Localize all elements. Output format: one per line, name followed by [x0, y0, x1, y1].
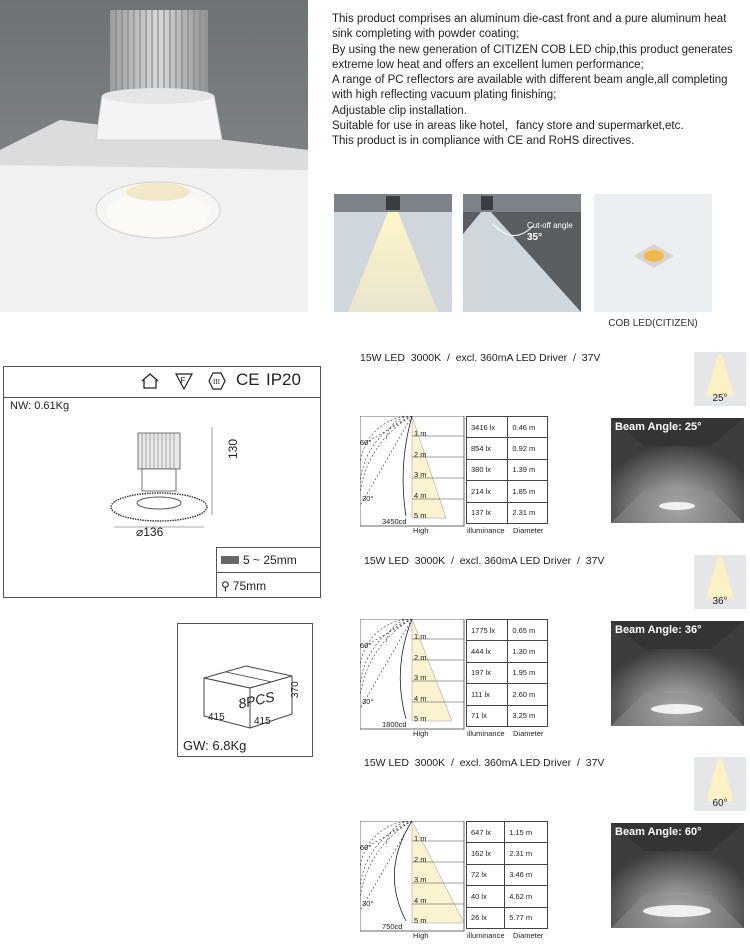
beam-room-render	[611, 621, 744, 726]
photometric-table	[466, 416, 548, 524]
illuminance-label: illuminance	[467, 931, 505, 940]
ceiling-thickness-icon	[221, 556, 239, 564]
table-row	[467, 481, 548, 502]
net-weight: NW: 0.61Kg	[10, 400, 70, 412]
diameter-cell: 3.46 m	[505, 864, 548, 885]
cob-chip-illustration	[594, 194, 712, 312]
diameter-icon: ⌀	[136, 525, 144, 539]
height-dimension: 130	[226, 438, 240, 459]
illuminance-cell: 111 lx	[467, 684, 508, 705]
distance-label: 5 m	[414, 511, 427, 520]
beam-illustration	[334, 194, 452, 312]
diameter-cell: 0.65 m	[508, 620, 548, 641]
photometric-table	[466, 821, 548, 929]
svg-text:III: III	[213, 378, 220, 386]
illuminance-cell: 647 lx	[467, 822, 505, 843]
table-row	[467, 705, 548, 726]
class-iii-icon	[207, 371, 227, 396]
high-label: High	[413, 931, 429, 940]
desc-line: Adjustable clip installation.	[332, 104, 467, 117]
desc-line: Suitable for use in areas like hotel，fancy store and supermarket,etc.	[332, 120, 684, 133]
candela-label: 1800cd	[382, 720, 407, 729]
angle-60-label: 60°	[360, 843, 372, 852]
installation-specs	[216, 547, 321, 598]
cutoff-value: 35°	[527, 232, 543, 243]
illuminance-cell: 1775 lx	[467, 620, 508, 641]
distance-label: 1 m	[414, 834, 427, 843]
table-row	[467, 502, 548, 523]
table-row	[467, 459, 548, 480]
high-label: High	[413, 729, 429, 738]
diameter-cell: 2.31 m	[505, 843, 548, 864]
diameter-cell: 0.46 m	[508, 417, 548, 438]
table-row	[467, 417, 548, 438]
dimension-drawing	[104, 425, 234, 545]
illuminance-cell: 214 lx	[467, 481, 508, 502]
illuminance-cell: 26 lx	[467, 907, 505, 928]
illuminance-cell: 444 lx	[467, 641, 508, 662]
indoor-use-icon	[140, 371, 160, 396]
ip-rating: IP20	[266, 370, 301, 389]
angle-60-label: 60°	[360, 641, 372, 650]
beam-angle-thumbnail	[694, 757, 746, 811]
cob-caption: COB LED(CITIZEN)	[608, 318, 698, 329]
svg-text:F: F	[180, 376, 186, 385]
angle-30-label: 30°	[362, 494, 374, 503]
carton-dim-h: 370	[290, 681, 301, 698]
cutout-row	[217, 573, 321, 598]
distance-label: 3 m	[414, 875, 427, 884]
diameter-cell: 0.92 m	[508, 438, 548, 459]
illuminance-cell: 162 lx	[467, 843, 505, 864]
distance-label: 4 m	[414, 693, 427, 703]
beam-angle-label: Beam Angle: 60°	[615, 826, 702, 838]
diameter-cell: 1.30 m	[508, 641, 548, 662]
photometric-title: 15W LED 3000K / excl. 360mA LED Driver / 37V	[360, 352, 601, 364]
illuminance-label: illuminance	[467, 729, 505, 738]
diameter-cell: 3.25 m	[508, 705, 548, 726]
beam-angle-small-label: 36°	[712, 596, 728, 607]
diameter-cell: 1.95 m	[508, 662, 548, 683]
illuminance-cell: 40 lx	[467, 886, 505, 907]
beam-room-render	[611, 823, 744, 928]
table-row	[467, 843, 548, 864]
ceiling-thickness-row	[217, 548, 321, 573]
illuminance-cell: 380 lx	[467, 459, 508, 480]
cutoff-angle-illustration	[463, 194, 581, 312]
distance-label: 4 m	[414, 895, 427, 905]
diameter-cell: 2.31 m	[508, 502, 548, 523]
high-label: High	[413, 526, 429, 535]
candela-label: 3450cd	[382, 517, 407, 526]
spec-box	[3, 366, 321, 598]
gross-weight: GW: 6.8Kg	[183, 738, 247, 753]
illuminance-cell: 72 lx	[467, 864, 505, 885]
carton-pcs: 8PCS	[236, 688, 276, 712]
table-row	[467, 641, 548, 662]
beam-angle-small-label: 25°	[712, 393, 728, 404]
table-row	[467, 684, 548, 705]
distance-label: 2 m	[414, 449, 427, 459]
diameter-cell: 4.62 m	[505, 886, 548, 907]
illuminance-cell: 854 lx	[467, 438, 508, 459]
diameter-cell: 1.39 m	[508, 459, 548, 480]
distance-label: 5 m	[414, 916, 427, 925]
distance-label: 2 m	[414, 854, 427, 864]
desc-line: A range of PC reflectors are available with different beam angle,all completing with high reflecting vacuum plating finishing;	[332, 74, 728, 102]
diameter-cell: 1.85 m	[508, 481, 548, 502]
diameter-label: Diameter	[513, 526, 544, 535]
cutoff-label: Cut-off angle	[527, 221, 573, 230]
product-description	[332, 12, 744, 150]
carton-dim-b: 415	[254, 716, 271, 727]
illuminance-cell: 197 lx	[467, 662, 508, 683]
beam-angle-label: Beam Angle: 36°	[615, 624, 702, 636]
product-photo	[0, 0, 308, 312]
desc-line: By using the new generation of CITIZEN COB LED chip,this product generates extreme low heat and offers an excellent lumen performance;	[332, 43, 733, 71]
table-row	[467, 886, 548, 907]
photometric-title: 15W LED 3000K / excl. 360mA LED Driver / 37V	[364, 555, 605, 567]
distance-label: 3 m	[414, 673, 427, 682]
diameter-dimension	[136, 525, 163, 539]
diameter-label: Diameter	[513, 931, 544, 940]
distance-label: 1 m	[414, 429, 427, 438]
angle-60-label: 60°	[360, 438, 372, 447]
photometric-table	[466, 619, 548, 727]
table-row	[467, 907, 548, 928]
illuminance-cell: 3416 lx	[467, 417, 508, 438]
beam-angle-small-label: 60°	[712, 798, 728, 809]
cutout-value: 75mm	[232, 578, 267, 593]
beam-angle-label: Beam Angle: 25°	[615, 421, 702, 433]
desc-line: This product is in compliance with CE and RoHS directives.	[332, 135, 635, 148]
beam-room-render	[611, 418, 744, 523]
beam-angle-thumbnail	[694, 352, 746, 406]
illuminance-cell: 137 lx	[467, 502, 508, 523]
desc-line: This product comprises an aluminum die-cast front and a pure aluminum heat sink completing with powder coating;	[332, 13, 727, 41]
beam-angle-thumbnail	[694, 555, 746, 609]
diameter-label: Diameter	[513, 729, 544, 738]
angle-30-label: 30°	[362, 697, 374, 706]
table-row	[467, 864, 548, 885]
table-row	[467, 620, 548, 641]
angle-30-label: 30°	[362, 899, 374, 908]
distance-label: 3 m	[414, 470, 427, 479]
cutout-icon: ⚲	[221, 578, 230, 593]
distance-label: 2 m	[414, 652, 427, 662]
distance-label: 1 m	[414, 632, 427, 641]
certification-row	[4, 367, 320, 398]
candela-label: 750cd	[382, 922, 403, 931]
table-row	[467, 822, 548, 843]
diameter-cell: 2.60 m	[508, 684, 548, 705]
distance-label: 5 m	[414, 714, 427, 723]
diameter-cell: 5.77 m	[505, 907, 548, 928]
ce-mark: CE	[236, 370, 260, 389]
diameter-value: 136	[143, 525, 164, 539]
distance-label: 4 m	[414, 490, 427, 500]
diameter-cell: 1.15 m	[505, 822, 548, 843]
packaging-box	[177, 623, 313, 757]
f-mark-icon	[174, 371, 194, 396]
illuminance-cell: 71 lx	[467, 705, 508, 726]
carton-dim-a: 415	[208, 712, 225, 723]
photometric-title: 15W LED 3000K / excl. 360mA LED Driver / 37V	[364, 757, 605, 769]
table-row	[467, 662, 548, 683]
table-row	[467, 438, 548, 459]
ceiling-thickness-value: 5 ~ 25mm	[243, 553, 297, 567]
illuminance-label: illuminance	[467, 526, 505, 535]
